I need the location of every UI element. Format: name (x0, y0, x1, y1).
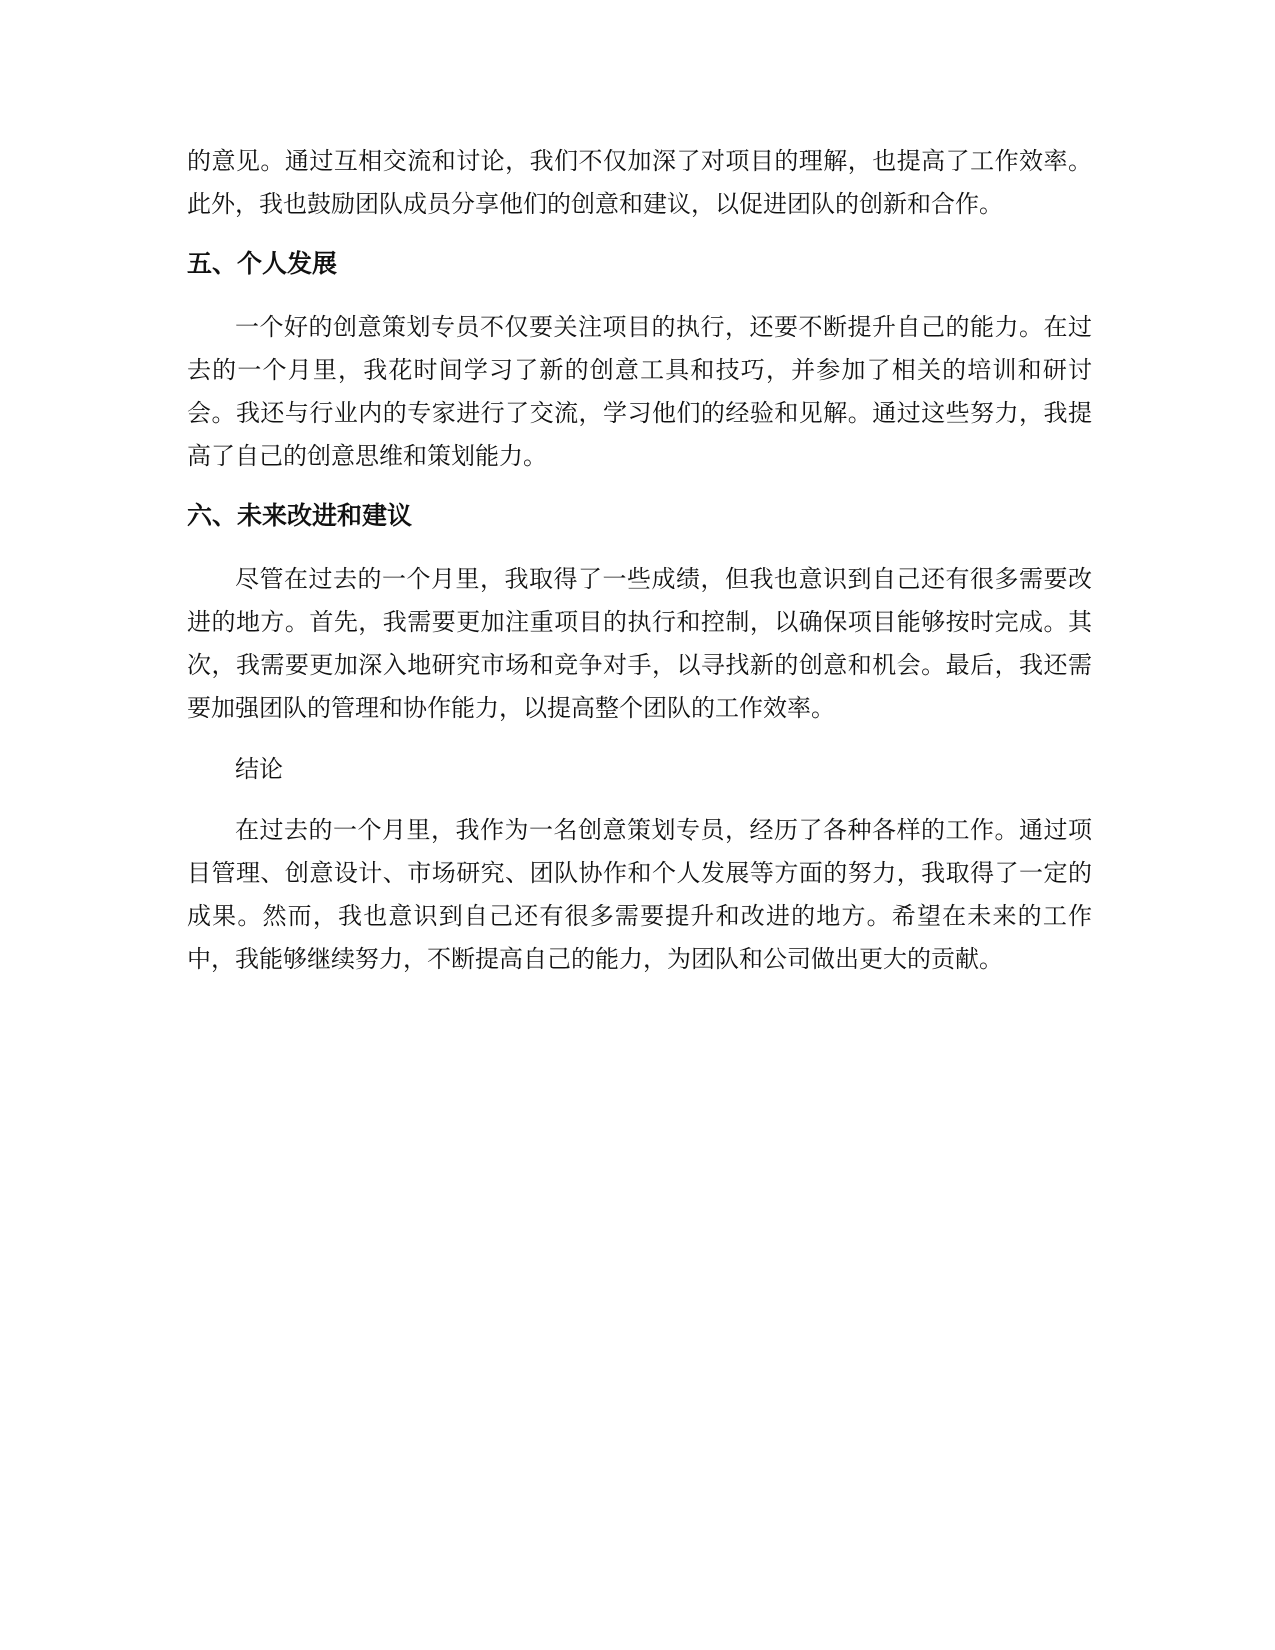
spacer (187, 284, 1092, 306)
spacer (187, 226, 1092, 244)
section-paragraph-future-improvements: 尽管在过去的一个月里，我取得了一些成绩，但我也意识到自己还有很多需要改进的地方。首先，我需要更加注重项目的执行和控制，以确保项目能够按时完成。其次，我需要更加深入地研究市场和竞争对手，以寻找新的创意和机会。最后，我还需要加强团队的管理和协作能力，以提高整个团队的工作效率。 (187, 565, 1092, 722)
spacer (187, 791, 1092, 809)
spacer (187, 536, 1092, 558)
conclusion-paragraph: 在过去的一个月里，我作为一名创意策划专员，经历了各种各样的工作。通过项目管理、创意设计、市场研究、团队协作和个人发展等方面的努力，我取得了一定的成果。然而，我也意识到自己还有很多需要提升和改进的地方。希望在未来的工作中，我能够继续努力，不断提高自己的能力，为团队和公司做出更大的贡献。 (187, 816, 1092, 973)
section-heading-personal-development: 五、个人发展 (187, 249, 338, 278)
spacer (187, 730, 1092, 748)
intro-paragraph: 的意见。通过互相交流和讨论，我们不仅加深了对项目的理解，也提高了工作效率。此外，我也鼓励团队成员分享他们的创意和建议，以促进团队的创新和合作。 (187, 147, 1092, 218)
conclusion-label: 结论 (235, 755, 283, 783)
section-heading-future-improvements: 六、未来改进和建议 (187, 501, 413, 530)
document-page (187, 140, 1092, 981)
spacer (187, 478, 1092, 496)
section-paragraph-personal-development: 一个好的创意策划专员不仅要关注项目的执行，还要不断提升自己的能力。在过去的一个月里，我花时间学习了新的创意工具和技巧，并参加了相关的培训和研讨会。我还与行业内的专家进行了交流，学习他们的经验和见解。通过这些努力，我提高了自己的创意思维和策划能力。 (187, 313, 1092, 470)
